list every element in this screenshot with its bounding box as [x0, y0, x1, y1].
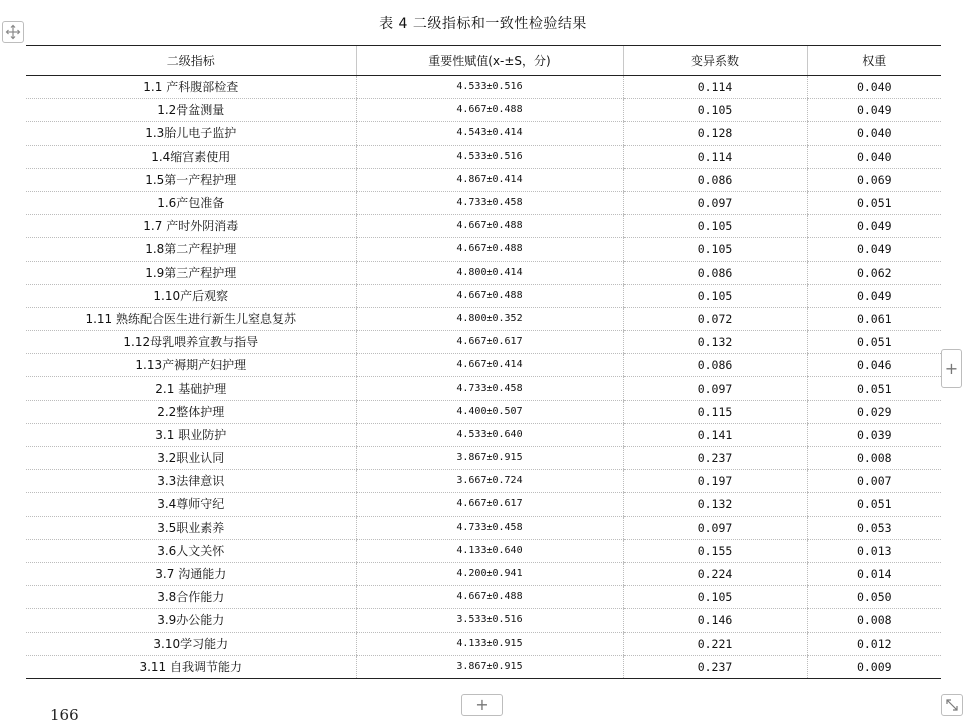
cell-weight[interactable]: 0.049	[807, 238, 941, 261]
cell-weight[interactable]: 0.062	[807, 261, 941, 284]
cell-mean[interactable]: 4.533±0.640	[356, 423, 623, 446]
cell-cv[interactable]: 0.237	[623, 447, 807, 470]
cell-indicator[interactable]: 1.3胎儿电子监护	[26, 122, 356, 145]
cell-indicator[interactable]: 3.7 沟通能力	[26, 562, 356, 585]
cell-mean[interactable]: 4.733±0.458	[356, 377, 623, 400]
table-row	[26, 447, 941, 470]
table-row	[26, 307, 941, 330]
cell-mean[interactable]: 4.133±0.915	[356, 632, 623, 655]
cell-mean[interactable]: 3.667±0.724	[356, 470, 623, 493]
cell-cv[interactable]: 0.114	[623, 76, 807, 99]
table-row	[26, 609, 941, 632]
table-header-row	[26, 46, 941, 76]
cell-indicator[interactable]: 3.4尊师守纪	[26, 493, 356, 516]
cell-indicator[interactable]: 1.11 熟练配合医生进行新生儿窒息复苏	[26, 307, 356, 330]
cell-weight[interactable]: 0.050	[807, 586, 941, 609]
cell-mean[interactable]: 4.667±0.488	[356, 99, 623, 122]
table-row	[26, 145, 941, 168]
cell-cv[interactable]: 0.097	[623, 377, 807, 400]
table-row	[26, 191, 941, 214]
cell-weight[interactable]: 0.029	[807, 400, 941, 423]
move-arrows-icon	[5, 24, 21, 40]
cell-cv[interactable]: 0.105	[623, 238, 807, 261]
cell-mean[interactable]: 4.200±0.941	[356, 562, 623, 585]
cell-cv[interactable]: 0.105	[623, 215, 807, 238]
cell-cv[interactable]: 0.086	[623, 168, 807, 191]
table-resize-handle[interactable]	[941, 694, 963, 716]
table-row	[26, 655, 941, 678]
table-row	[26, 400, 941, 423]
cell-mean[interactable]: 4.667±0.488	[356, 586, 623, 609]
cell-weight[interactable]: 0.040	[807, 145, 941, 168]
cell-weight[interactable]: 0.051	[807, 331, 941, 354]
cell-mean[interactable]: 4.133±0.640	[356, 539, 623, 562]
cell-indicator[interactable]: 3.11 自我调节能力	[26, 655, 356, 678]
cell-weight[interactable]: 0.009	[807, 655, 941, 678]
cell-cv[interactable]: 0.141	[623, 423, 807, 446]
cell-cv[interactable]: 0.072	[623, 307, 807, 330]
cell-weight[interactable]: 0.051	[807, 191, 941, 214]
cell-cv[interactable]: 0.105	[623, 99, 807, 122]
cell-cv[interactable]: 0.132	[623, 493, 807, 516]
cell-cv[interactable]: 0.105	[623, 586, 807, 609]
add-row-button[interactable]	[461, 694, 503, 716]
cell-cv[interactable]: 0.097	[623, 516, 807, 539]
table-row	[26, 493, 941, 516]
add-column-button[interactable]	[941, 349, 962, 388]
table-row	[26, 261, 941, 284]
cell-indicator[interactable]: 3.9办公能力	[26, 609, 356, 632]
cell-mean[interactable]: 4.667±0.488	[356, 238, 623, 261]
cell-cv[interactable]: 0.221	[623, 632, 807, 655]
cell-mean[interactable]: 4.733±0.458	[356, 516, 623, 539]
cell-indicator[interactable]: 1.13产褥期产妇护理	[26, 354, 356, 377]
cell-indicator[interactable]: 2.1 基础护理	[26, 377, 356, 400]
cell-weight[interactable]: 0.061	[807, 307, 941, 330]
cell-mean[interactable]: 4.867±0.414	[356, 168, 623, 191]
cell-cv[interactable]: 0.086	[623, 261, 807, 284]
header-indicator[interactable]: 二级指标	[26, 46, 356, 76]
table-move-handle[interactable]	[2, 21, 24, 43]
table-row	[26, 284, 941, 307]
cell-indicator[interactable]: 3.10学习能力	[26, 632, 356, 655]
plus-icon: +	[475, 695, 489, 714]
cell-cv[interactable]: 0.128	[623, 122, 807, 145]
table-row	[26, 586, 941, 609]
cell-indicator[interactable]: 3.8合作能力	[26, 586, 356, 609]
cell-mean[interactable]: 4.667±0.414	[356, 354, 623, 377]
table-row	[26, 99, 941, 122]
cell-mean[interactable]: 4.400±0.507	[356, 400, 623, 423]
header-cv[interactable]: 变异系数	[623, 46, 807, 76]
table-caption: 表 4 二级指标和一致性检验结果	[379, 16, 587, 32]
cell-mean[interactable]: 4.533±0.516	[356, 76, 623, 99]
cell-weight[interactable]: 0.051	[807, 377, 941, 400]
cell-indicator[interactable]: 1.6产包准备	[26, 191, 356, 214]
table-row	[26, 215, 941, 238]
cell-indicator[interactable]: 1.5第一产程护理	[26, 168, 356, 191]
cell-cv[interactable]: 0.114	[623, 145, 807, 168]
table-row	[26, 331, 941, 354]
indicator-table[interactable]	[26, 45, 941, 679]
cell-cv[interactable]: 0.086	[623, 354, 807, 377]
cell-weight[interactable]: 0.039	[807, 423, 941, 446]
cell-indicator[interactable]: 3.6人文关怀	[26, 539, 356, 562]
table-row	[26, 539, 941, 562]
cell-weight[interactable]: 0.008	[807, 609, 941, 632]
cell-mean[interactable]: 3.867±0.915	[356, 655, 623, 678]
cell-indicator[interactable]: 1.10产后观察	[26, 284, 356, 307]
cell-mean[interactable]: 4.800±0.414	[356, 261, 623, 284]
table-row	[26, 377, 941, 400]
cell-indicator[interactable]: 1.2骨盆测量	[26, 99, 356, 122]
table-row	[26, 354, 941, 377]
cell-mean[interactable]: 3.867±0.915	[356, 447, 623, 470]
cell-mean[interactable]: 4.667±0.488	[356, 215, 623, 238]
cell-mean[interactable]: 4.667±0.488	[356, 284, 623, 307]
header-weight[interactable]: 权重	[807, 46, 941, 76]
cell-mean[interactable]: 4.543±0.414	[356, 122, 623, 145]
cell-indicator[interactable]: 3.3法律意识	[26, 470, 356, 493]
cell-weight[interactable]: 0.053	[807, 516, 941, 539]
cell-indicator[interactable]: 1.12母乳喂养宣教与指导	[26, 331, 356, 354]
table-row	[26, 470, 941, 493]
cell-weight[interactable]: 0.007	[807, 470, 941, 493]
cell-mean[interactable]: 3.533±0.516	[356, 609, 623, 632]
table-row	[26, 168, 941, 191]
table-row	[26, 122, 941, 145]
diagonal-resize-icon	[945, 698, 959, 712]
cell-mean[interactable]: 4.667±0.617	[356, 331, 623, 354]
cell-mean[interactable]: 4.533±0.516	[356, 145, 623, 168]
cell-cv[interactable]: 0.115	[623, 400, 807, 423]
cell-weight[interactable]: 0.013	[807, 539, 941, 562]
plus-icon: +	[944, 358, 959, 378]
table-row	[26, 632, 941, 655]
header-mean[interactable]: 重要性赋值(x-±S，分)	[356, 46, 623, 76]
cell-weight[interactable]: 0.040	[807, 122, 941, 145]
cell-weight[interactable]: 0.049	[807, 99, 941, 122]
cell-cv[interactable]: 0.155	[623, 539, 807, 562]
page-number: 166	[50, 706, 79, 720]
cell-indicator[interactable]: 1.7 产时外阴消毒	[26, 215, 356, 238]
cell-mean[interactable]: 4.800±0.352	[356, 307, 623, 330]
table-row	[26, 562, 941, 585]
cell-indicator[interactable]: 3.2职业认同	[26, 447, 356, 470]
cell-weight[interactable]: 0.049	[807, 215, 941, 238]
cell-weight[interactable]: 0.069	[807, 168, 941, 191]
cell-indicator[interactable]: 1.4缩宫素使用	[26, 145, 356, 168]
cell-indicator[interactable]: 3.1 职业防护	[26, 423, 356, 446]
cell-indicator[interactable]: 1.1 产科腹部检查	[26, 76, 356, 99]
cell-indicator[interactable]: 3.5职业素养	[26, 516, 356, 539]
table-row	[26, 238, 941, 261]
cell-weight[interactable]: 0.046	[807, 354, 941, 377]
cell-cv[interactable]: 0.146	[623, 609, 807, 632]
cell-mean[interactable]: 4.733±0.458	[356, 191, 623, 214]
table-row	[26, 423, 941, 446]
table-row	[26, 516, 941, 539]
cell-indicator[interactable]: 1.9第三产程护理	[26, 261, 356, 284]
cell-weight[interactable]: 0.049	[807, 284, 941, 307]
cell-mean[interactable]: 4.667±0.617	[356, 493, 623, 516]
cell-cv[interactable]: 0.224	[623, 562, 807, 585]
cell-weight[interactable]: 0.012	[807, 632, 941, 655]
cell-cv[interactable]: 0.237	[623, 655, 807, 678]
cell-weight[interactable]: 0.040	[807, 76, 941, 99]
cell-indicator[interactable]: 2.2整体护理	[26, 400, 356, 423]
cell-weight[interactable]: 0.051	[807, 493, 941, 516]
cell-weight[interactable]: 0.008	[807, 447, 941, 470]
cell-cv[interactable]: 0.132	[623, 331, 807, 354]
cell-cv[interactable]: 0.097	[623, 191, 807, 214]
cell-weight[interactable]: 0.014	[807, 562, 941, 585]
cell-indicator[interactable]: 1.8第二产程护理	[26, 238, 356, 261]
cell-cv[interactable]: 0.105	[623, 284, 807, 307]
cell-cv[interactable]: 0.197	[623, 470, 807, 493]
table-row	[26, 76, 941, 99]
